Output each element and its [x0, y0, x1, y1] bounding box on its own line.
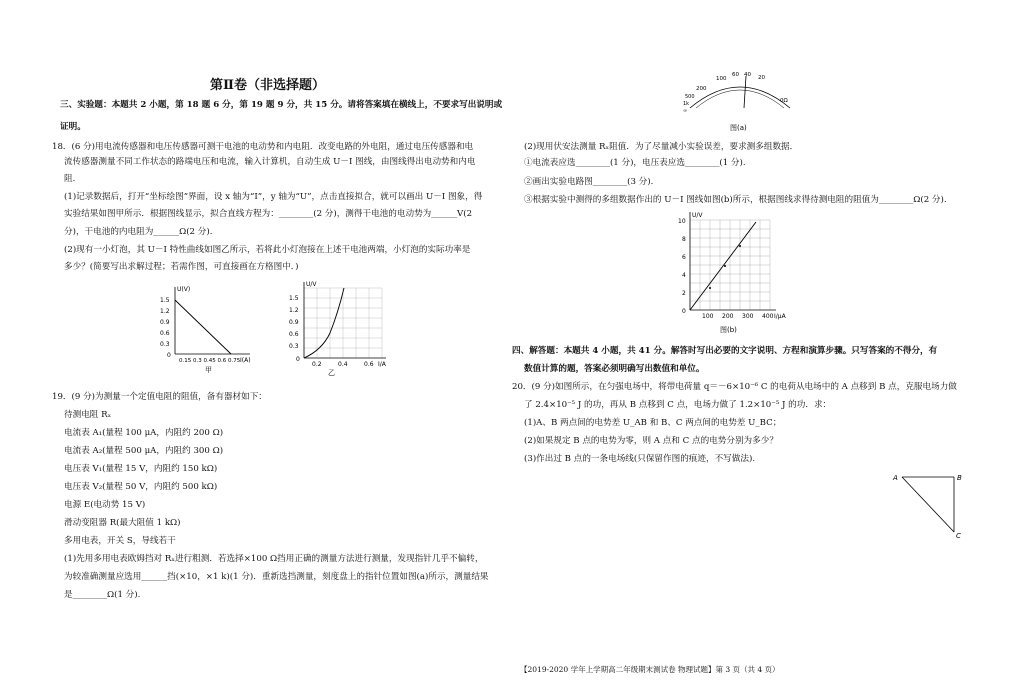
q18-part1-line2: 实验结果如图甲所示．根据图线显示，拟合直线方程为：________(2 分)，测得干电池的电动势为______V(2 — [64, 209, 473, 219]
section-three-heading: 三、实验题：本题共 2 小题，第 18 题 6 分，第 19 题 9 分，共 15 分。请将答案填在横线上，不要求写出说明或 — [60, 100, 503, 110]
q19-part1-line1: (1)先用多用电表欧姆挡对 Rₓ进行粗测．若选择×100 Ω挡用正确的测量方法进行测量，发现指针几乎不偏转， — [64, 554, 484, 564]
q18-part1-line3: 分)，干电池的内电阻为______Ω(2 分). — [64, 227, 213, 237]
dial-scale: 20 — [758, 75, 765, 81]
b-xtick: 400 — [762, 313, 774, 320]
yi-ytick: 0.6 — [289, 331, 299, 338]
yi-ylabel: U/V — [306, 281, 317, 288]
figure-yi — [282, 278, 392, 376]
b-ytick: 8 — [682, 236, 686, 243]
jia-xticks: 0.15 0.3 0.45 0.6 0.75 — [179, 358, 241, 364]
b-ytick: 0 — [682, 308, 686, 315]
jia-ytick: 0.9 — [160, 319, 170, 326]
q19-item-r: 滑动变阻器 R(最大阻值 1 kΩ) — [64, 518, 181, 528]
yi-caption: 乙 — [328, 369, 335, 376]
b-caption: 图(b) — [720, 326, 737, 334]
dial-caption: 图(a) — [730, 124, 747, 132]
q18-part2-line1: (2)现有一小灯泡，其 U－I 特性曲线如图乙所示，若将此小灯泡接在上述干电池两端，小灯泡的实际功率是 — [64, 245, 471, 255]
q19-item-a1: 电流表 A₁(量程 100 μA，内阻约 200 Ω) — [64, 428, 224, 438]
q20-part1: (1)A、B 两点间的电势差 U_AB 和 B、C 两点间的电势差 U_BC； — [524, 418, 782, 428]
yi-xtick: 0.6 — [364, 361, 374, 368]
q19-part2-line2: ①电流表应选________(1 分)，电压表应选________(1 分). — [524, 158, 746, 168]
dial-left: ∞ — [683, 108, 688, 114]
jia-caption: 甲 — [205, 366, 212, 374]
dial-scale: 40 — [744, 72, 751, 78]
q18-line2: 流传感器测量不同工作状态的路端电压和电流，输入计算机，自动生成 U－I 图线，由图线得出电动势和内电 — [64, 157, 476, 167]
jia-xlabel: I(A) — [240, 357, 251, 364]
dial-left: 1k — [683, 101, 690, 107]
yi-ytick: 1.2 — [289, 307, 299, 314]
b-ytick: 4 — [682, 272, 686, 279]
jia-ytick: 1.2 — [160, 308, 170, 315]
q19-part1-line2: 为较准确测量应选用______挡(×10，×1 k)(1 分)．重新选挡测量，刻度盘上的指针位置如图(a)所示，测量结果 — [64, 572, 489, 582]
yi-ytick: 1.5 — [289, 295, 299, 302]
q20-part2: (2)如果规定 B 点的电势为零，则 A 点和 C 点的电势分别为多少？ — [524, 436, 778, 446]
triangle-abc — [890, 466, 970, 542]
figure-b — [670, 208, 790, 338]
b-ytick: 2 — [682, 290, 686, 297]
b-xtick: 100 — [702, 313, 714, 320]
dial-scale: 100 — [716, 76, 727, 82]
q19-line1: 19．(9 分)为测量一个定值电阻的阻值，备有器材如下： — [52, 392, 267, 402]
b-ylabel: U/V — [692, 212, 703, 219]
q18-part1-line1: (1)记录数据后，打开“坐标绘图”界面，设 x 轴为“I”，y 轴为“U”，点击直接拟合，就可以画出 U－I 图象，得 — [64, 192, 483, 202]
q19-item-e: 电源 E(电动势 15 V) — [64, 500, 146, 510]
jia-ytick: 0 — [167, 352, 171, 359]
figure-jia — [155, 282, 260, 374]
yi-ytick: 0.9 — [289, 319, 299, 326]
point-c: C — [956, 532, 961, 540]
figure-a-dial — [680, 68, 800, 134]
b-ytick: 6 — [682, 254, 686, 261]
point-b: B — [957, 474, 962, 482]
yi-xtick: 0.4 — [338, 361, 348, 368]
yi-xlabel: I/A — [378, 361, 386, 368]
section-four-heading: 四、解答题：本题共 4 小题，共 41 分。解答时写出必要的文字说明、方程和演算步骤。只写答案的不得分，有 — [512, 346, 938, 356]
jia-ylabel: U(V) — [177, 286, 191, 293]
q18-line3: 阻． — [64, 174, 82, 184]
yi-ytick: 0.3 — [289, 343, 299, 350]
q20-part3: (3)作出过 B 点的一条电场线(只保留作图的痕迹，不写做法). — [524, 454, 756, 464]
q19-part2-line3: ②画出实验电路图________(3 分). — [524, 177, 654, 187]
dial-scale: 60 — [732, 72, 739, 78]
q20-line2: 了 2.4×10⁻⁵ J 的功，再从 B 点移到 C 点，电场力做了 1.2×10⁻⁵ J 的功．求： — [524, 400, 832, 410]
jia-ytick: 1.5 — [160, 297, 170, 304]
yi-xtick: 0.2 — [312, 361, 322, 368]
b-ytick: 10 — [678, 218, 686, 225]
jia-ytick: 0.6 — [160, 330, 170, 337]
point-a: A — [893, 474, 898, 482]
q19-item-rx: 待测电阻 Rₓ — [64, 410, 112, 420]
dial-right: 0Ω — [780, 98, 788, 104]
b-xtick: 200 — [722, 313, 734, 320]
jia-ytick: 0.3 — [160, 341, 170, 348]
q18-part2-line2: 多少？(简要写出求解过程；若需作图，可直接画在方格图中．) — [64, 262, 299, 272]
dial-scale: 200 — [696, 86, 707, 92]
page-footer: 【2019-2020 学年上学期高二年级期末测试卷 物理试题】第 3 页（共 4 页） — [520, 665, 780, 674]
q19-part1-line3: 是________Ω(1 分). — [64, 590, 141, 600]
section-three-heading-cont: 证明。 — [60, 122, 86, 132]
q19-item-v1: 电压表 V₁(量程 15 V，内阻约 150 kΩ) — [64, 464, 218, 474]
q19-part2-line1: (2)现用伏安法测量 Rₓ阻值．为了尽量减小实验误差，要求测多组数据． — [524, 142, 799, 152]
q20-line1: 20．(9 分)如图所示，在匀强电场中，将带电荷量 q＝－6×10⁻⁶ C 的电荷从电场中的 A 点移到 B 点，克服电场力做 — [512, 382, 957, 392]
q18-line1: 18．(6 分)用电流传感器和电压传感器可测干电池的电动势和内电阻．改变电路的外电阻，通过电压传感器和电 — [52, 142, 474, 152]
q19-item-a2: 电流表 A₂(量程 500 μA，内阻约 300 Ω) — [64, 446, 224, 456]
q19-part2-line4: ③根据实验中测得的多组数据作出的 U－I 图线如图(b)所示，根据图线求得待测电阻的阻值为________Ω(2 分). — [524, 195, 947, 205]
b-xtick: 300 — [742, 313, 754, 320]
q19-item-v2: 电压表 V₂(量程 50 V，内阻约 500 kΩ) — [64, 482, 218, 492]
b-xlabel: I/μA — [774, 313, 786, 320]
section-four-heading-cont: 数值计算的题，答案必须明确写出数值和单位。 — [524, 364, 705, 374]
q19-item-misc: 多用电表，开关 S，导线若干 — [64, 536, 176, 546]
yi-ytick: 0 — [296, 356, 300, 363]
dial-left: 500 — [685, 94, 695, 100]
section-title: 第Ⅱ卷（非选择题） — [210, 78, 325, 93]
